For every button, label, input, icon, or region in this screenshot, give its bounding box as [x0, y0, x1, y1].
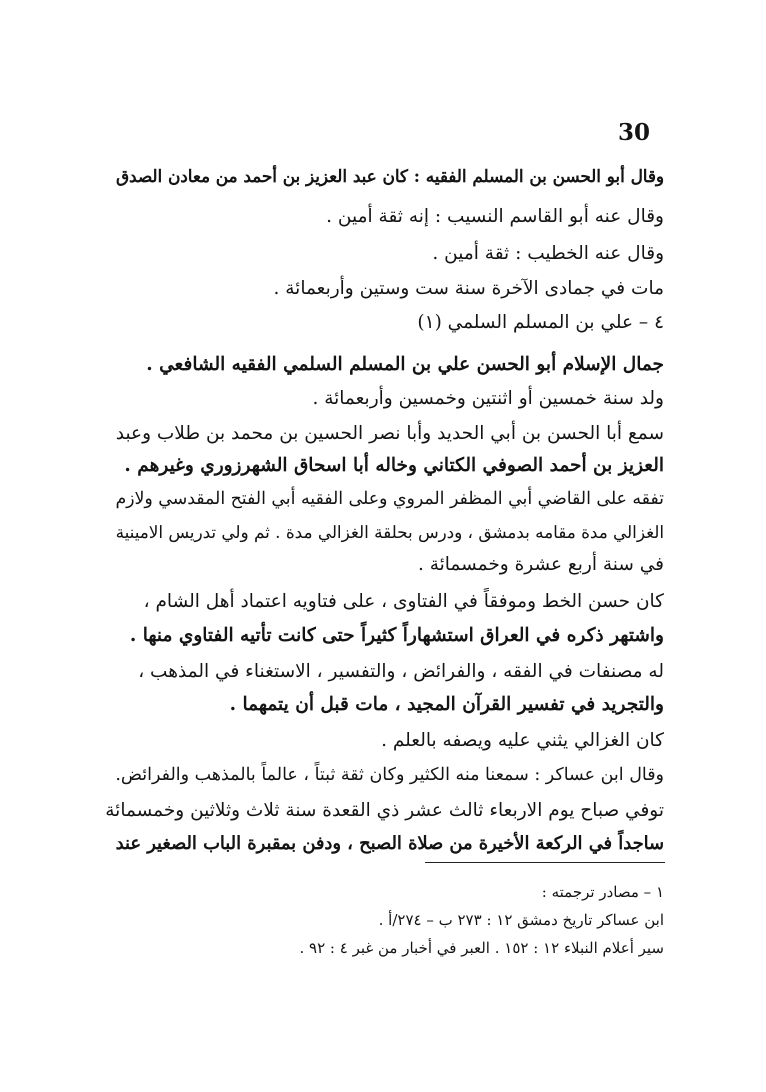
- body-line: واشتهر ذكره في العراق استشهاراً كثيراً حتى كانت تأتيه الفتاوي منها .: [129, 625, 664, 646]
- body-line: تفقه على القاضي أبي المظفر المروي وعلى الفقيه أبي الفتح المقدسي ولازم: [115, 489, 664, 509]
- body-line: ساجداً في الركعة الأخيرة من صلاة الصبح ، ودفن بمقبرة الباب الصغير عند: [115, 833, 664, 854]
- body-line: مات في جمادى الآخرة سنة ست وستين وأربعمائة .: [273, 278, 664, 299]
- footnote-line: سير أعلام النبلاء ١٢ : ١٥٢ . العبر في أخبار من غبر ٤ : ٩٢ .: [299, 939, 664, 957]
- body-line: العزيز بن أحمد الصوفي الكتاني وخاله أبا اسحاق الشهرزوري وغيرهم .: [124, 455, 664, 476]
- body-line: وقال ابن عساكر : سمعنا منه الكثير وكان ثقة ثبتاً ، عالماً بالمذهب والفرائض.: [115, 765, 664, 785]
- body-line: ولد سنة خمسين أو اثنتين وخمسين وأربعمائة .: [312, 388, 664, 409]
- body-line: له مصنفات في الفقه ، والفرائض ، والتفسير ، الاستغناء في المذهب ،: [138, 661, 664, 682]
- body-line: وقال عنه أبو القاسم النسيب : إنه ثقة أمين .: [326, 206, 664, 227]
- body-line: توفي صباح يوم الاربعاء ثالث عشر ذي القعدة سنة ثلاث وثلاثين وخمسمائة: [105, 800, 664, 821]
- body-line: في سنة أربع عشرة وخمسمائة .: [417, 554, 664, 575]
- body-line: كان حسن الخط وموفقاً في الفتاوى ، على فتاويه اعتماد أهل الشام ،: [143, 591, 664, 612]
- footnote-divider: [425, 862, 665, 863]
- footnote-line: ١ – مصادر ترجمته :: [541, 883, 664, 901]
- body-line: والتجريد في تفسير القرآن المجيد ، مات قبل أن يتمهما .: [229, 694, 664, 715]
- section-heading: ٤ – علي بن المسلم السلمي (١): [417, 312, 664, 333]
- body-line: سمع أبا الحسن بن أبي الحديد وأبا نصر الحسين بن محمد بن طلاب وعبد: [115, 423, 664, 444]
- body-line: جمال الإسلام أبو الحسن علي بن المسلم السلمي الفقيه الشافعي .: [146, 354, 664, 375]
- footnote-line: ابن عساكر تاريخ دمشق ١٢ : ٢٧٣ ب – ٢٧٤/أ .: [378, 911, 664, 929]
- page-number: 30: [618, 119, 651, 146]
- body-line: وقال أبو الحسن بن المسلم الفقيه : كان عبد العزيز بن أحمد من معادن الصدق: [116, 166, 664, 186]
- body-line: الغزالي مدة مقامه بدمشق ، ودرس بحلقة الغزالي مدة . ثم ولي تدريس الامينية: [115, 522, 664, 542]
- body-line: كان الغزالي يثني عليه ويصفه بالعلم .: [381, 730, 664, 751]
- body-line: وقال عنه الخطيب : ثقة أمين .: [432, 243, 664, 264]
